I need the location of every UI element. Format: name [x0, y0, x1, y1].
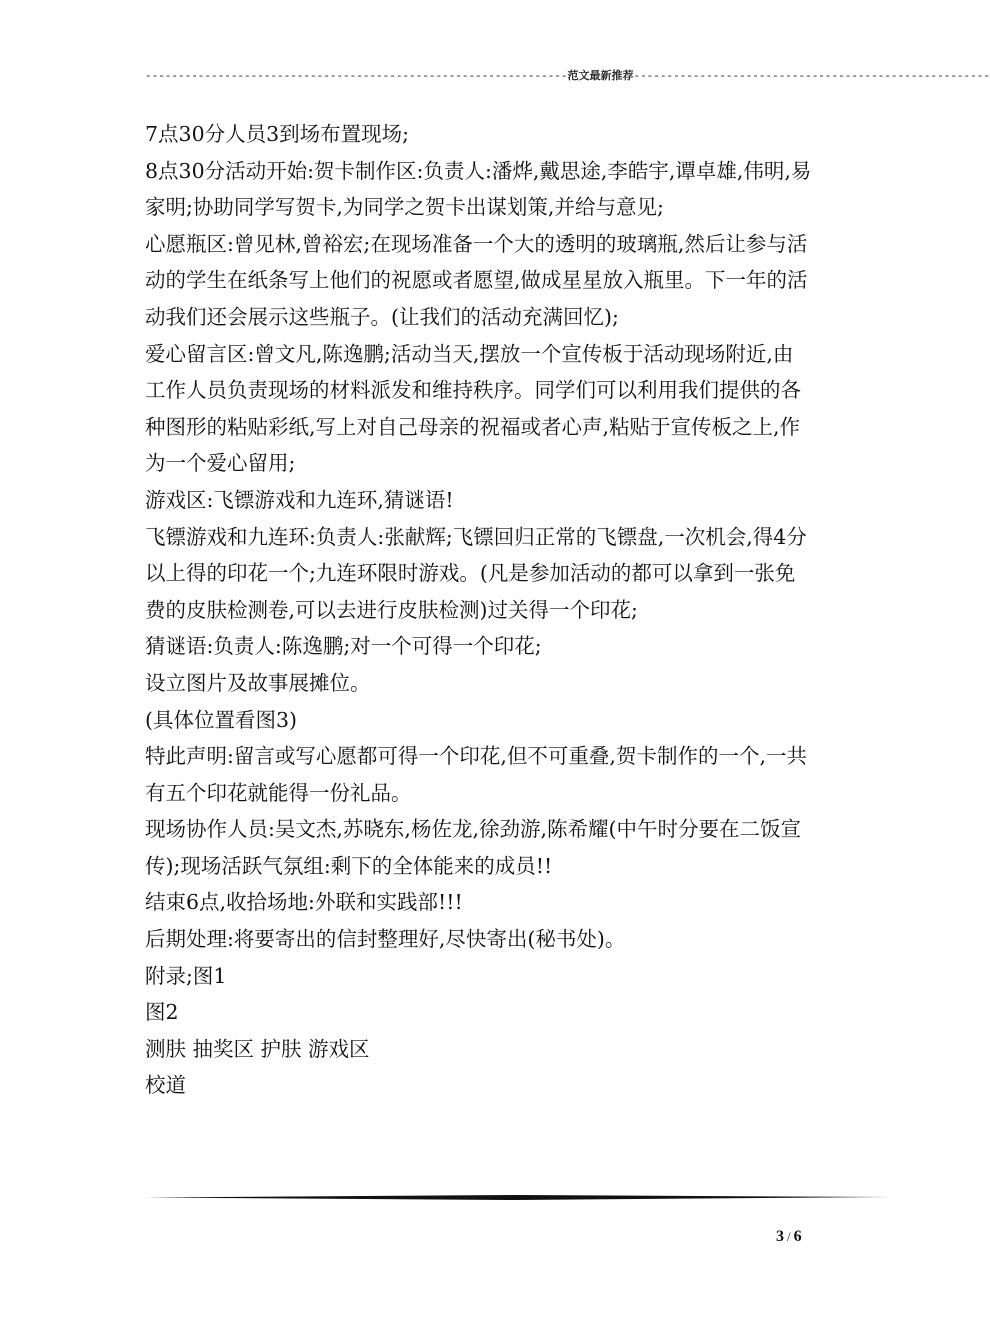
paragraph-appendix: 附录;图1	[145, 963, 227, 988]
current-page: 3	[776, 1228, 784, 1245]
paragraph-statement: 特此声明:留言或写心愿都可得一个印花,但不可重叠,贺卡制作的一个,一共有五个印花就能得一份礼品。	[145, 744, 807, 805]
paragraph-campus-road: 校道	[145, 1073, 186, 1098]
paragraph-location-note: (具体位置看图3)	[145, 707, 298, 732]
paragraph-closing: 结束6点,收拾场地:外联和实践部!!!	[145, 890, 463, 915]
footer-divider-line	[145, 1195, 890, 1200]
paragraph-card-making: 8点30分活动开始:贺卡制作区:负责人:潘烨,戴思途,李皓宇,谭卓雄,伟明,易家明;协助同学写贺卡,为同学之贺卡出谋划策,并给与意见;	[145, 158, 812, 220]
paragraph-photo-booth: 设立图片及故事展摊位。	[145, 670, 371, 695]
paragraph-follow-up: 后期处理:将要寄出的信封整理好,尽快寄出(秘书处)。	[145, 927, 626, 952]
paragraph-darts-rings: 飞镖游戏和九连环:负责人:张献辉;飞镖回归正常的飞镖盘,一次机会,得4分以上得的印花一个;九连环限时游戏。(凡是参加活动的都可以拿到一张免费的皮肤检测卷,可以去进行皮肤检测)过关得一个印花;	[145, 524, 807, 622]
document-body	[145, 116, 813, 1104]
page-number	[776, 1228, 802, 1246]
paragraph-wish-bottle: 心愿瓶区:曾见林,曾裕宏;在现场准备一个大的透明的玻璃瓶,然后让参与活动的学生在纸条写上他们的祝愿或者愿望,做成星星放入瓶里。下一年的活动我们还会展示这些瓶子。(让我们的活动充满回忆);	[145, 231, 808, 329]
paragraph-figure-areas: 测肤 抽奖区 护肤 游戏区	[145, 1036, 370, 1061]
footer-divider	[145, 1195, 890, 1200]
header-dashes-left: ----------------------------------------------------------------	[145, 71, 568, 83]
total-pages: 6	[793, 1228, 802, 1245]
paragraph-riddles: 猜谜语:负责人:陈逸鹏;对一个可得一个印花;	[145, 634, 542, 659]
paragraph-game-area: 游戏区:飞镖游戏和九连环,猜谜语!	[145, 487, 454, 512]
paragraph-staff: 现场协作人员:吴文杰,苏晓东,杨佐龙,徐劲游,陈希耀(中午时分要在二饭宣传);现场活跃气氛组:剩下的全体能来的成员!!	[145, 817, 801, 878]
header-title: 范文最新推荐	[567, 69, 634, 82]
paragraph-message-board: 爱心留言区:曾文凡,陈逸鹏;活动当天,摆放一个宣传板于活动现场附近,由工作人员负责现场的材料派发和维持秩序。同学们可以利用我们提供的各种图形的粘贴彩纸,写上对自己母亲的祝福或者心声,粘贴于宣传板之上,作为一个爱心留用;	[145, 341, 801, 476]
paragraph-figure-2: 图2	[145, 1000, 179, 1025]
page-header	[145, 68, 990, 85]
header-dashes-right: ------------------------------------------------------	[633, 71, 990, 83]
paragraph-schedule-0730: 7点30分人员3到场布置现场;	[145, 122, 410, 146]
page-separator: /	[787, 1229, 791, 1244]
